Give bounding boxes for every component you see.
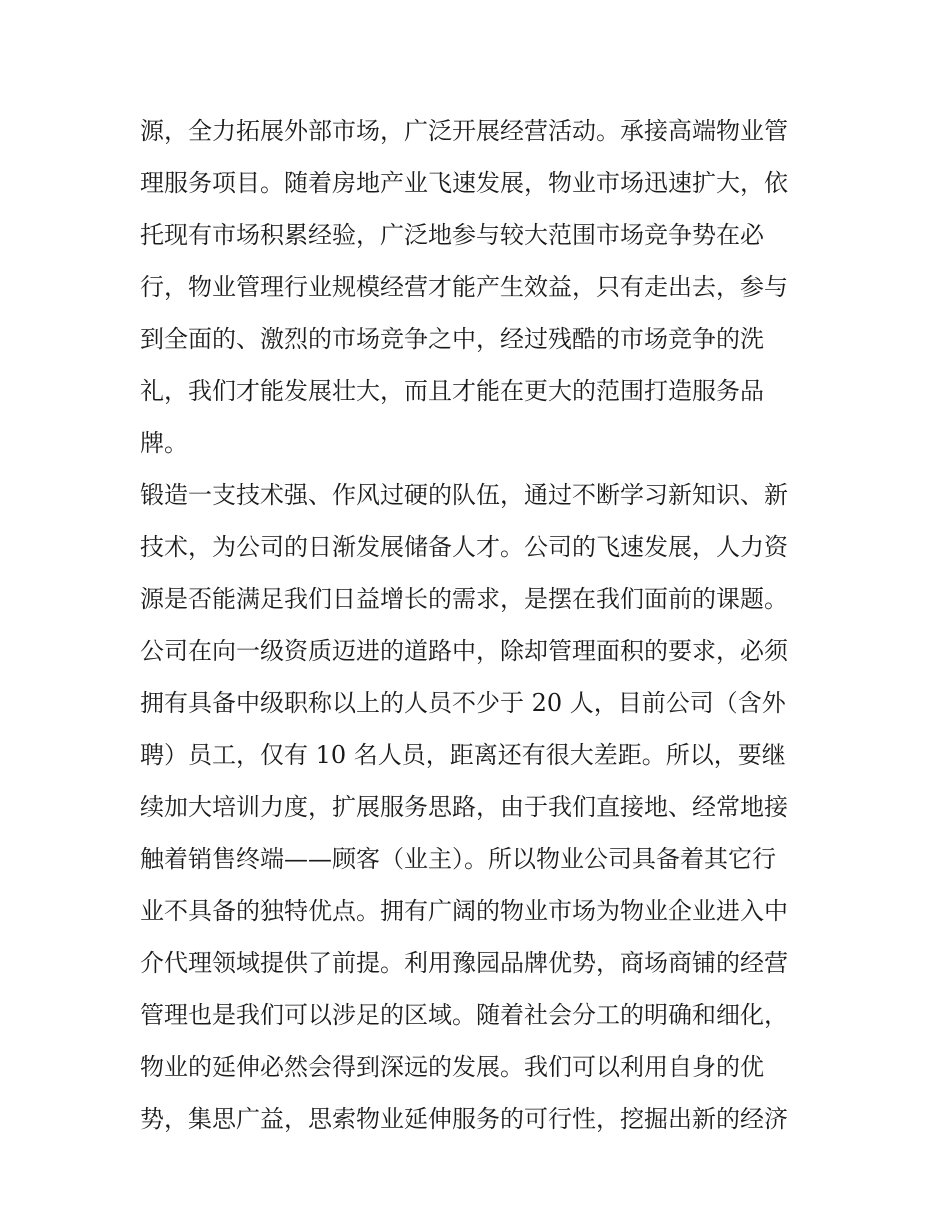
text-line: 行，物业管理行业规模经营才能产生效益，只有走出去，参与 bbox=[140, 273, 788, 301]
text-line: 势，集思广益，思索物业延伸服务的可行性，挖掘出新的经济 bbox=[140, 1105, 788, 1133]
text-line: 管理也是我们可以涉足的区域。随着社会分工的明确和细化， bbox=[140, 1001, 788, 1029]
text-line: 拥有具备中级职称以上的人员不少于 20 人，目前公司（含外 bbox=[140, 689, 786, 717]
text-line: 聘）员工，仅有 10 名人员，距离还有很大差距。所以，要继 bbox=[140, 741, 786, 769]
text-line: 续加大培训力度，扩展服务思路，由于我们直接地、经常地接 bbox=[140, 793, 788, 821]
text-line: 物业的延伸必然会得到深远的发展。我们可以利用自身的优 bbox=[140, 1053, 764, 1081]
text-line: 公司在向一级资质迈进的道路中，除却管理面积的要求，必须 bbox=[140, 637, 788, 665]
text-line: 业不具备的独特优点。拥有广阔的物业市场为物业企业进入中 bbox=[140, 897, 788, 925]
document-body bbox=[140, 105, 820, 1145]
text-line: 托现有市场积累经验，广泛地参与较大范围市场竞争势在必 bbox=[140, 221, 764, 249]
text-line: 到全面的、激烈的市场竞争之中，经过残酷的市场竞争的洗 bbox=[140, 325, 764, 353]
text-line: 触着销售终端——顾客（业主）。所以物业公司具备着其它行 bbox=[140, 845, 776, 873]
text-line: 源，全力拓展外部市场，广泛开展经营活动。承接高端物业管 bbox=[140, 117, 788, 145]
text-line: 介代理领域提供了前提。利用豫园品牌优势，商场商铺的经营 bbox=[140, 949, 788, 977]
text-line: 源是否能满足我们日益增长的需求，是摆在我们面前的课题。 bbox=[140, 585, 788, 613]
text-line: 理服务项目。随着房地产业飞速发展，物业市场迅速扩大，依 bbox=[140, 169, 788, 197]
text-line: 牌。 bbox=[140, 429, 188, 457]
text-line: 技术，为公司的日渐发展储备人才。公司的飞速发展，人力资 bbox=[140, 533, 788, 561]
text-line: 礼，我们才能发展壮大，而且才能在更大的范围打造服务品 bbox=[140, 377, 764, 405]
text-line: 锻造一支技术强、作风过硬的队伍，通过不断学习新知识、新 bbox=[140, 481, 788, 509]
